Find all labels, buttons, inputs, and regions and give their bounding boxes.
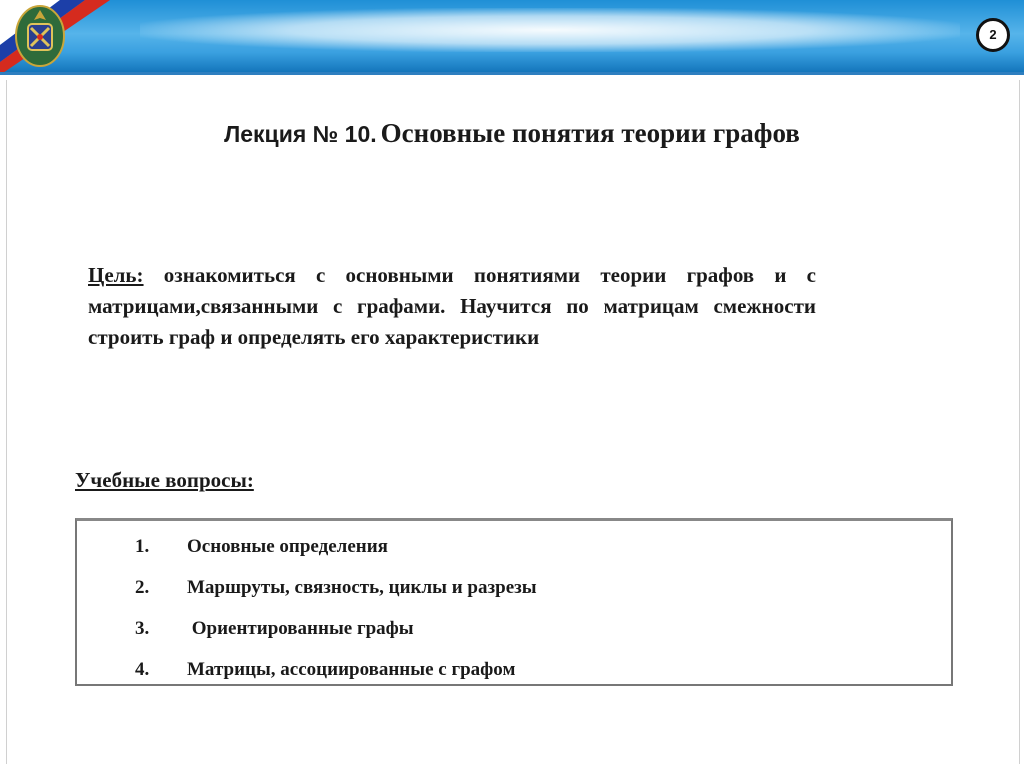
- title-main: Основные понятия теории графов: [380, 118, 800, 148]
- questions-heading: Учебные вопросы:: [75, 468, 254, 492]
- goal-text: ознакомиться с основными понятиями теории графов и с матрицами,связанными с графами. Научится по матрицам смежности строить граф и определять его характеристики: [88, 263, 817, 349]
- header-bar: [0, 0, 1024, 75]
- list-item-text: Маршруты, связность, циклы и разрезы: [187, 577, 537, 598]
- list-item-number: 2.: [135, 577, 150, 598]
- list-item-number: 3.: [135, 618, 150, 639]
- header-divider: [0, 72, 1024, 75]
- header-glow: [140, 8, 960, 52]
- slide-title: [0, 118, 1024, 149]
- page-number-badge: 2: [976, 18, 1010, 52]
- list-item: [77, 533, 951, 574]
- list-item-number: 4.: [135, 659, 150, 680]
- goal-paragraph: [88, 260, 816, 353]
- list-item-number: 1.: [135, 536, 150, 557]
- goal-label: Цель:: [88, 263, 144, 287]
- list-item: [77, 615, 951, 656]
- list-item: [77, 656, 951, 697]
- list-item-text: Ориентированные графы: [187, 618, 414, 639]
- list-item-text: Основные определения: [187, 536, 388, 557]
- list-item-text: Матрицы, ассоциированные с графом: [187, 659, 516, 680]
- list-item: [77, 574, 951, 615]
- title-prefix: Лекция № 10.: [224, 121, 377, 147]
- questions-list: [75, 518, 953, 686]
- emblem-icon: [0, 0, 110, 75]
